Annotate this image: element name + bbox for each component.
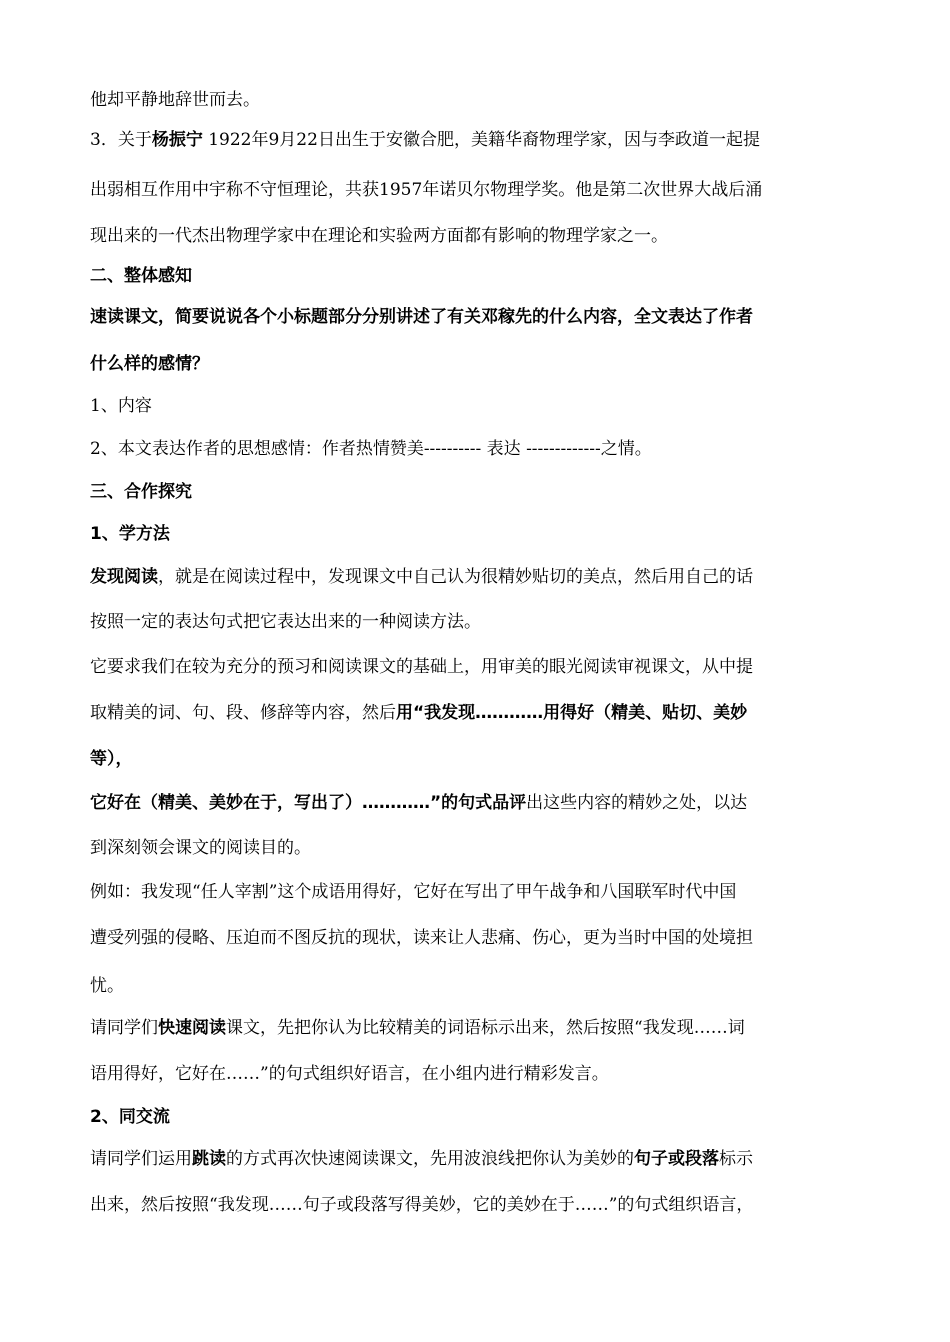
text-run: 取精美的词、句、段、修辞等内容，然后 <box>90 703 396 723</box>
paragraph-line: 按照一定的表达句式把它表达出来的一种阅读方法。 <box>90 612 481 632</box>
bold-term: 发现阅读 <box>90 567 158 587</box>
example-line: 忧。 <box>90 976 124 996</box>
paragraph-line: 出来，然后按照“我发现……句子或段落写得美妙，它的美妙在于……”的句式组织语言， <box>90 1195 754 1215</box>
section-heading: 二、整体感知 <box>90 266 192 286</box>
subsection-heading: 1、学方法 <box>90 524 170 544</box>
paragraph-line <box>90 1016 880 1040</box>
paragraph-line <box>90 1147 880 1171</box>
paragraph-line: 现出来的一代杰出物理学家中在理论和实验两方面都有影响的物理学家之一。 <box>90 226 668 246</box>
text-run: 的方式再次快速阅读课文，先用波浪线把你认为美妙的 <box>226 1149 634 1169</box>
paragraph-line <box>90 128 880 152</box>
text-run: 请同学们 <box>90 1018 158 1038</box>
paragraph-line: 到深刻领会课文的阅读目的。 <box>90 838 311 858</box>
paragraph-line: 语用得好，它好在……”的句式组织好语言，在小组内进行精彩发言。 <box>90 1064 609 1084</box>
paragraph-line <box>90 791 880 815</box>
paragraph-line <box>90 701 880 725</box>
text-run: 出这些内容的精妙之处，以达 <box>526 793 748 813</box>
paragraph-line <box>90 565 880 589</box>
text-run: 标示 <box>719 1149 753 1169</box>
list-item: 2、本文表达作者的思想感情：作者热情赞美---------- 表达 -------------之情。 <box>90 439 652 459</box>
bold-name: 杨振宁 <box>151 130 203 150</box>
bold-phrase: 用“我发现…………用得好（精美、贴切、美妙 <box>396 703 748 723</box>
text-run: 课文，先把你认为比较精美的词语标示出来，然后按照“我发现……词 <box>226 1018 745 1038</box>
question-line: 速读课文，简要说说各个小标题部分分别讲述了有关邓稼先的什么内容，全文表达了作者 <box>90 307 753 327</box>
bold-term: 句子或段落 <box>634 1149 719 1169</box>
question-line: 什么样的感情？ <box>90 354 209 374</box>
subsection-heading: 2、同交流 <box>90 1107 170 1127</box>
paragraph-line: 它要求我们在较为充分的预习和阅读课文的基础上，用审美的眼光阅读审视课文，从中提 <box>90 657 753 677</box>
paragraph-line: 他却平静地辞世而去。 <box>90 90 260 110</box>
text-run: 3．关于 <box>90 130 152 150</box>
example-line: 遭受列强的侵略、压迫而不图反抗的现状，读来让人悲痛、伤心，更为当时中国的处境担 <box>90 928 753 948</box>
list-item: 1、内容 <box>90 396 152 416</box>
example-line: 例如：我发现“任人宰割”这个成语用得好，它好在写出了甲午战争和八国联军时代中国 <box>90 882 737 902</box>
bold-phrase: 它好在（精美、美妙在于，写出了）…………”的句式品评 <box>90 793 527 813</box>
bold-term: 快速阅读 <box>158 1018 226 1038</box>
paragraph-line: 出弱相互作用中宇称不守恒理论，共获1957年诺贝尔物理学奖。他是第二次世界大战后涌 <box>90 180 763 200</box>
section-heading: 三、合作探究 <box>90 482 192 502</box>
paragraph-line: 等）， <box>90 749 133 769</box>
text-run: 1922年9月22日出生于安徽合肥，美籍华裔物理学家，因与李政道一起提 <box>202 130 760 150</box>
bold-term: 跳读 <box>192 1149 226 1169</box>
text-run: ，就是在阅读过程中，发现课文中自己认为很精妙贴切的美点，然后用自己的话 <box>158 567 753 587</box>
text-run: 请同学们运用 <box>90 1149 192 1169</box>
